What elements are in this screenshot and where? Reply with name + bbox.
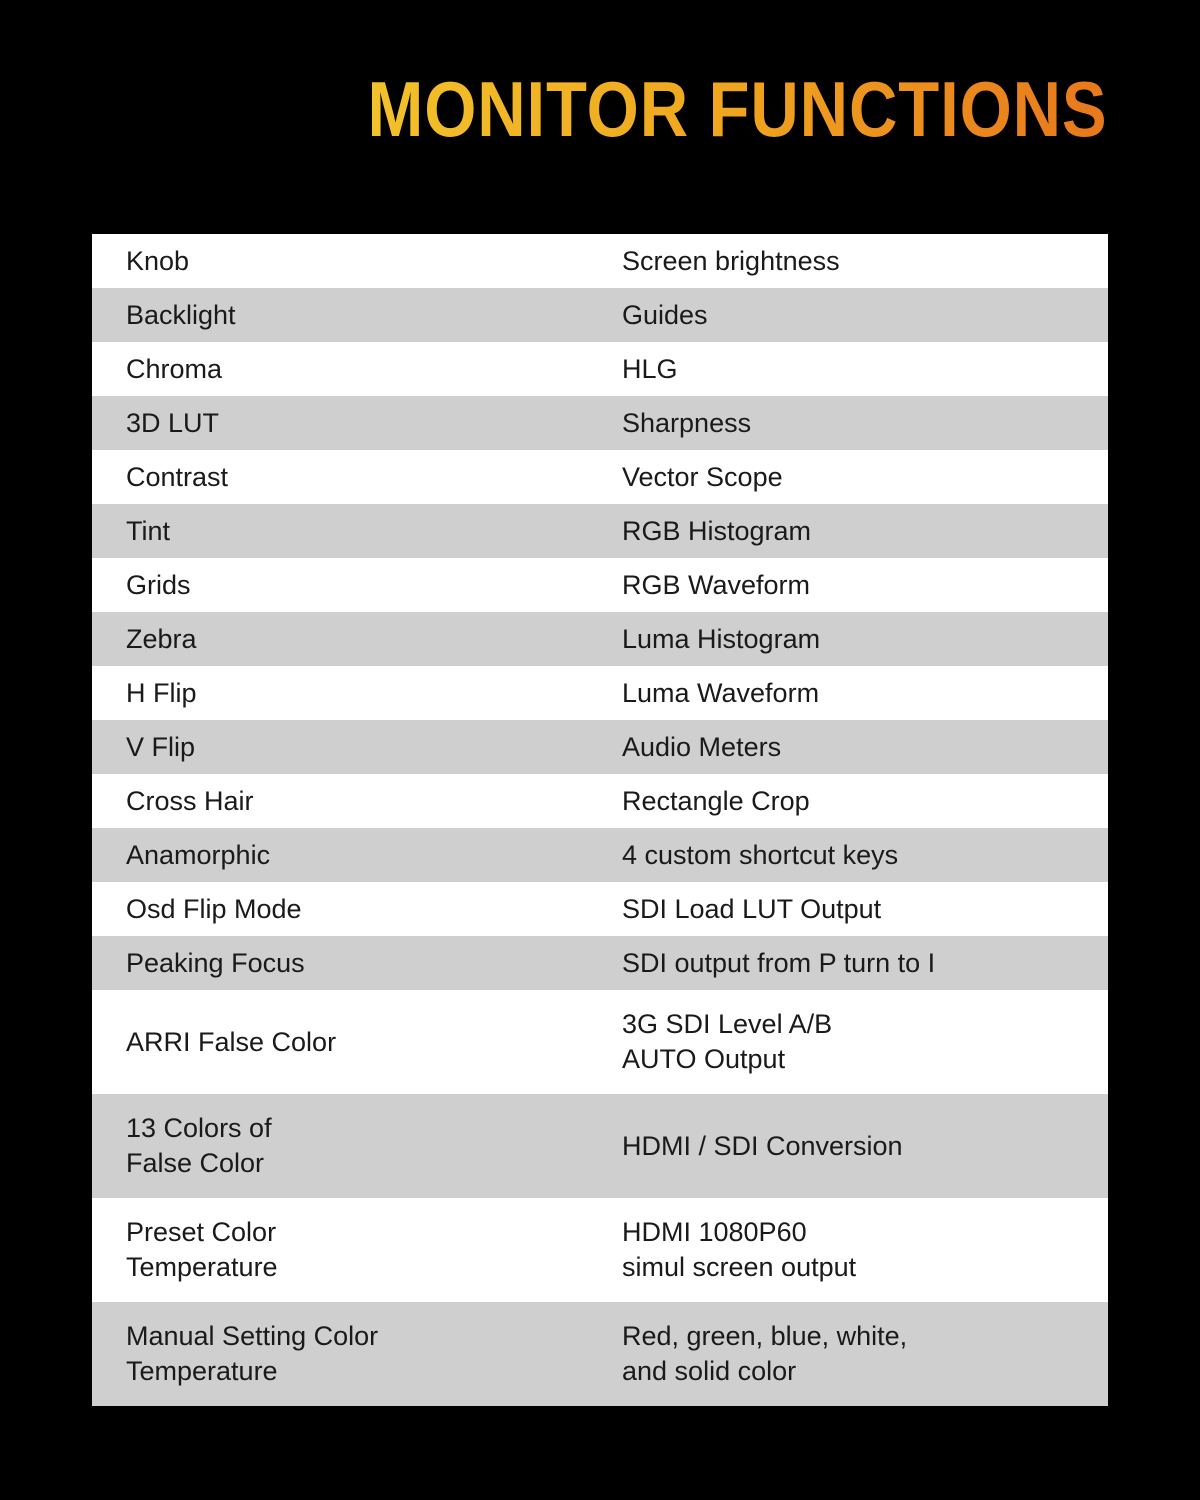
function-name-cell (92, 616, 600, 663)
function-value-line: 4 custom shortcut keys (622, 839, 899, 870)
table-row (92, 1094, 1108, 1198)
table-row (92, 396, 1108, 450)
table-row (92, 828, 1108, 882)
table-row (92, 234, 1108, 288)
table-row (92, 882, 1108, 936)
function-name-cell (92, 1019, 600, 1066)
function-name-line: Manual Setting Color (126, 1321, 379, 1352)
function-name-line: Backlight (126, 299, 236, 330)
function-value-cell (600, 346, 1108, 393)
function-value-cell (600, 778, 1108, 825)
function-value-cell (600, 832, 1108, 879)
function-value-cell (600, 454, 1108, 501)
table-row (92, 774, 1108, 828)
function-value-line: Vector Scope (622, 461, 783, 492)
function-value-line: SDI output from P turn to I (622, 947, 936, 978)
function-name-line: Grids (126, 569, 191, 600)
function-name-line: Temperature (126, 1252, 278, 1282)
function-name-line: H Flip (126, 677, 197, 708)
function-name-line: Chroma (126, 353, 223, 384)
function-name-cell (92, 886, 600, 933)
function-value-cell (600, 238, 1108, 285)
function-name-cell (92, 778, 600, 825)
table-row (92, 1198, 1108, 1302)
function-value-cell (600, 724, 1108, 771)
function-value-line: AUTO Output (622, 1044, 786, 1074)
function-value-line: Red, green, blue, white, (622, 1321, 908, 1352)
function-value-line: simul screen output (622, 1252, 857, 1282)
function-value-line: Luma Waveform (622, 677, 820, 708)
function-name-cell (92, 724, 600, 771)
function-name-cell (92, 940, 600, 987)
function-value-cell (600, 616, 1108, 663)
function-name-line: ARRI False Color (126, 1026, 337, 1057)
function-value-line: HDMI 1080P60 (622, 1217, 807, 1248)
table-row (92, 666, 1108, 720)
table-row (92, 612, 1108, 666)
function-name-line: Knob (126, 245, 190, 276)
function-value-line: HDMI / SDI Conversion (622, 1130, 903, 1161)
function-value-cell (600, 1123, 1108, 1170)
function-value-cell (600, 1209, 1108, 1290)
function-name-line: Zebra (126, 623, 197, 654)
function-name-line: Cross Hair (126, 785, 254, 816)
table-row (92, 720, 1108, 774)
function-name-line: Tint (126, 515, 171, 546)
table-row (92, 990, 1108, 1094)
function-value-line: 3G SDI Level A/B (622, 1009, 833, 1040)
table-row (92, 288, 1108, 342)
function-name-cell (92, 1313, 600, 1394)
function-name-line: Preset Color (126, 1217, 277, 1248)
function-value-line: Luma Histogram (622, 623, 821, 654)
table-row (92, 504, 1108, 558)
function-value-line: Rectangle Crop (622, 785, 810, 816)
function-value-line: RGB Histogram (622, 515, 812, 546)
table-row (92, 342, 1108, 396)
function-value-cell (600, 940, 1108, 987)
function-name-line: Contrast (126, 461, 229, 492)
function-name-line: 3D LUT (126, 407, 220, 438)
table-row (92, 450, 1108, 504)
function-value-cell (600, 508, 1108, 555)
function-value-cell (600, 670, 1108, 717)
function-name-line: False Color (126, 1148, 265, 1178)
function-name-cell (92, 454, 600, 501)
function-value-cell (600, 292, 1108, 339)
function-name-cell (92, 1105, 600, 1186)
table-row (92, 558, 1108, 612)
function-value-line: HLG (622, 353, 678, 384)
function-value-cell (600, 886, 1108, 933)
function-name-cell (92, 292, 600, 339)
table-row (92, 936, 1108, 990)
function-value-line: Guides (622, 299, 708, 330)
table-row (92, 1302, 1108, 1406)
function-name-line: Osd Flip Mode (126, 893, 302, 924)
function-name-cell (92, 670, 600, 717)
function-value-line: Screen brightness (622, 245, 840, 276)
function-name-line: Peaking Focus (126, 947, 305, 978)
function-name-cell (92, 346, 600, 393)
function-value-line: Sharpness (622, 407, 752, 438)
function-name-line: Anamorphic (126, 839, 271, 870)
page-title: MONITOR FUNCTIONS (367, 65, 1108, 153)
function-value-line: RGB Waveform (622, 569, 811, 600)
function-name-line: 13 Colors of (126, 1113, 272, 1144)
function-value-cell (600, 1313, 1108, 1394)
monitor-functions-table (92, 234, 1108, 1406)
function-name-line: Temperature (126, 1356, 278, 1386)
function-value-cell (600, 1001, 1108, 1082)
function-value-line: Audio Meters (622, 731, 782, 762)
function-name-cell (92, 400, 600, 447)
function-name-cell (92, 508, 600, 555)
function-value-line: SDI Load LUT Output (622, 893, 882, 924)
function-name-cell (92, 562, 600, 609)
function-value-line: and solid color (622, 1356, 797, 1386)
function-value-cell (600, 562, 1108, 609)
function-name-cell (92, 832, 600, 879)
function-value-cell (600, 400, 1108, 447)
function-name-line: V Flip (126, 731, 196, 762)
function-name-cell (92, 238, 600, 285)
function-name-cell (92, 1209, 600, 1290)
